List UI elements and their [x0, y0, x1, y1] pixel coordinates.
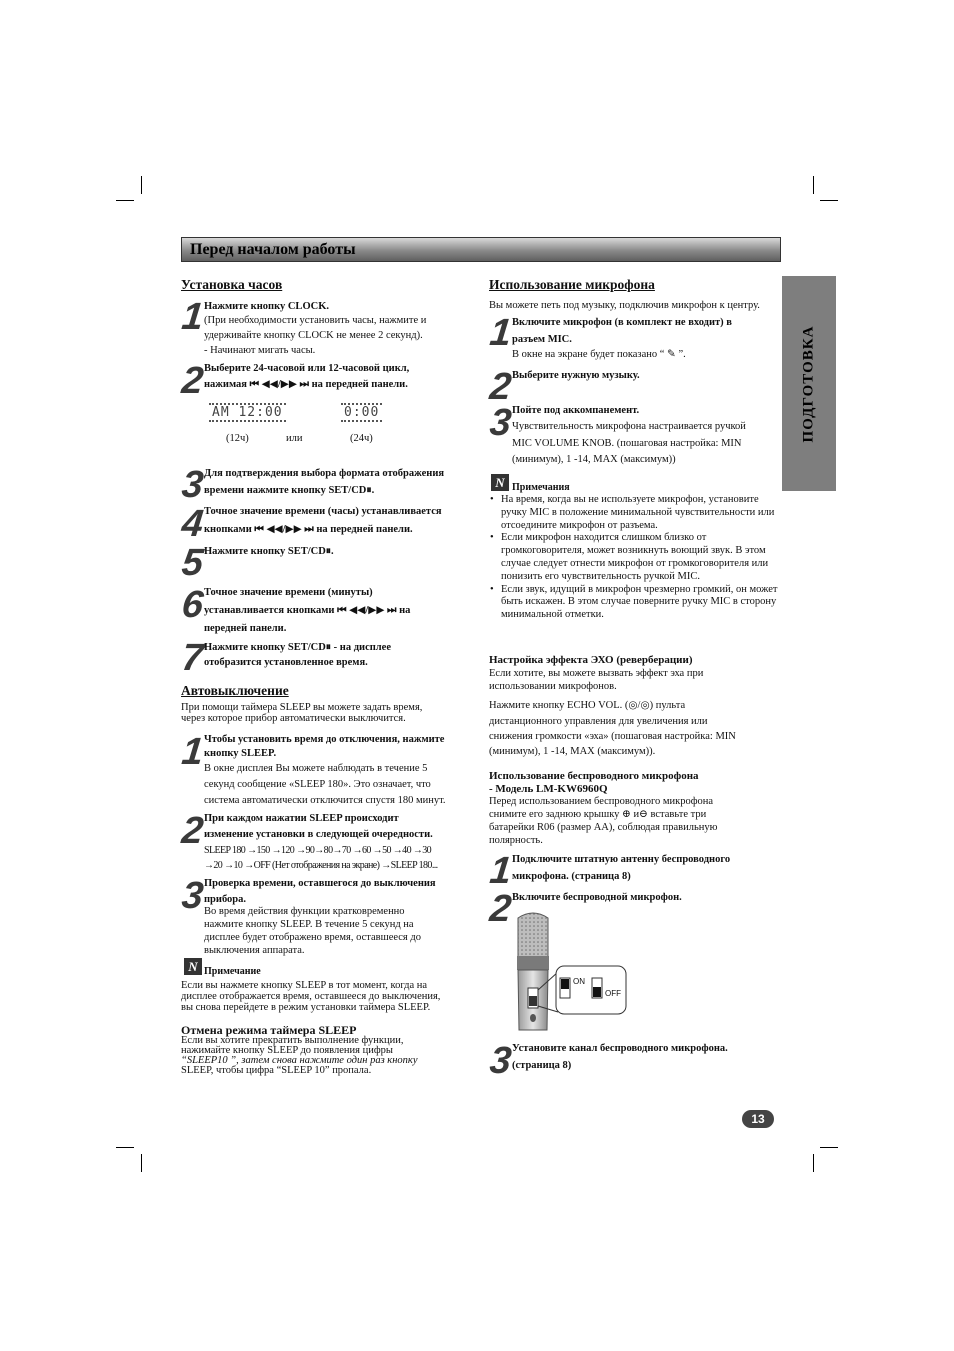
clock-step1-text: (При необходимости установить часы, нажмите и — [204, 315, 427, 326]
wireless-text: батарейки R06 (размер AA), соблюдая правильную — [489, 822, 718, 833]
clock-section-title: Установка часов — [181, 277, 283, 292]
step-number: 1 — [179, 731, 206, 773]
crop-mark — [116, 200, 134, 201]
mic-step2-heading: Выберите нужную музыку. — [512, 370, 640, 381]
echo-text: Нажмите кнопку ECHO VOL. (◎/◎) пульта — [489, 700, 686, 711]
wireless-title: - Модель LM-KW6960Q — [489, 783, 608, 795]
mic-step1-heading: Включите микрофон (в комплект не входит) в — [512, 317, 732, 328]
mic-step3-text: Чувствительность микрофона настраивается ручкой — [512, 421, 746, 432]
sleep-step2-heading: изменение установки в следующей очередности. — [204, 829, 433, 840]
sleep-step2-heading: При каждом нажатии SLEEP происходит — [204, 813, 399, 824]
echo-title: Настройка эффекта ЭХО (реверберации) — [489, 654, 693, 666]
sleep-step1-text: В окне дисплея Вы можете наблюдать в течение 5 — [204, 763, 428, 774]
sleep-cancel-text: “SLEEP10 ”, затем снова нажмите один раз кнопку — [181, 1055, 418, 1066]
clock-step4-heading: Точное значение времени (часы) устанавливается — [204, 506, 442, 517]
clock-step1-heading: Нажмите кнопку CLOCK. — [204, 301, 329, 312]
sleep-section-title: Автовыключение — [181, 683, 289, 698]
sleep-step3-heading: прибора. — [204, 894, 247, 905]
sleep-sequence: SLEEP 180 →150 →120 →90→80→70 →60 →50 →40 →30 — [204, 845, 432, 856]
sleep-note-text: Если вы нажмете кнопку SLEEP в тот момент, когда на — [181, 980, 428, 991]
sleep-cancel-title: Отмена режима таймера SLEEP — [181, 1023, 357, 1037]
crop-mark — [141, 1154, 142, 1172]
step-number: 3 — [179, 464, 206, 506]
crop-mark — [141, 176, 142, 194]
sleep-step1-heading: Чтобы установить время до отключения, нажмите — [204, 734, 445, 745]
wireless-step1-heading: микрофона. (страница 8) — [512, 871, 631, 882]
note-icon: N — [184, 958, 202, 975]
crop-mark — [116, 1147, 134, 1148]
sleep-note-text: вы снова перейдете в режим установки таймера SLEEP. — [181, 1002, 431, 1013]
wireless-text: Перед использованием беспроводного микрофона — [489, 796, 714, 807]
note-icon: N — [491, 474, 509, 491]
clock-step6-heading: передней панели. — [204, 623, 287, 634]
echo-text: Если хотите, вы можете вызвать эффект эха при — [489, 668, 704, 679]
mic-step3-heading: Пойте под аккомпанемент. — [512, 405, 640, 416]
crop-mark — [813, 1154, 814, 1172]
step-number: 1 — [179, 296, 206, 338]
clock-step2-heading: нажимая ⏮ ◀◀/▶▶ ⏭ на передней панели. — [204, 379, 408, 390]
side-tab — [782, 276, 836, 491]
wireless-title: Использование беспроводного микрофона — [489, 770, 699, 782]
wireless-text: полярность. — [489, 835, 543, 846]
switch-off-label: OFF — [605, 989, 621, 998]
sleep-step3-text: дисплее будет отображено время, оставшееся до — [204, 932, 421, 943]
clock-step1-text: - Начинают мигать часы. — [204, 345, 316, 356]
sleep-step3-text: нажмите кнопку SLEEP. В течение 5 секунд на — [204, 919, 414, 930]
step-number: 3 — [179, 875, 206, 917]
clock-step7-heading: Нажмите кнопку SET/CD⏸ - на дисплее — [204, 642, 391, 653]
clock-step6-heading: устанавливается кнопками ⏮ ◀◀/▶▶ ⏭ на — [204, 605, 411, 616]
step-number: 6 — [179, 584, 206, 626]
step-number: 1 — [487, 850, 514, 892]
list-item: • На время, когда вы не используете микрофон, установите ручку MIC в положение минимальной чувствительности или отсоедините микрофон от разъема. — [489, 494, 781, 532]
notes-label: Примечания — [512, 482, 570, 493]
step-number: 7 — [179, 637, 206, 679]
wireless-step3-heading: Установите канал беспроводного микрофона. — [512, 1043, 728, 1054]
sleep-step1-text: секунд сообщение «SLEEP 180». Это означает, что — [204, 779, 431, 790]
sleep-sequence: →20 →10 →OFF (Нет отображения на экране) →SLEEP 180... — [204, 860, 438, 871]
caption-or: или — [286, 433, 303, 444]
crop-mark — [820, 200, 838, 201]
mic-notes-list — [489, 494, 781, 622]
sleep-step3-heading: Проверка времени, оставшегося до выключения — [204, 878, 436, 889]
sleep-step3-text: Во время действия функции кратковременно — [204, 906, 405, 917]
mic-step3-text: (минимум), 1 -14, MAX (максимум)) — [512, 454, 676, 465]
echo-text: (минимум), 1 -14, MAX (максимум)). — [489, 746, 656, 757]
note-label: Примечание — [204, 966, 261, 977]
list-item: • Если микрофон находится слишком близко от громкоговорителя, может возникнуть воющий звук. В этом случае следует отнести микрофон от громкоговорителя или понизить его чувствительность ручкой MIC. — [489, 532, 781, 583]
mic-section-title: Использование микрофона — [489, 277, 655, 292]
echo-text: снижения громкости «эха» (пошаговая настройка: MIN — [489, 731, 736, 742]
mic-step1-heading: разъем MIC. — [512, 334, 572, 345]
step-number: 4 — [179, 503, 206, 545]
sleep-cancel-text: SLEEP, чтобы цифра “SLEEP 10” пропала. — [181, 1065, 372, 1076]
step-number: 5 — [179, 542, 206, 584]
clock-step7-heading: отобразится установленное время. — [204, 657, 368, 668]
step-number: 2 — [179, 360, 206, 402]
sleep-intro: через которое прибор автоматически выключится. — [181, 713, 406, 724]
clock-step5-heading: Нажмите кнопку SET/CD⏸. — [204, 546, 334, 557]
caption-12h: (12ч) — [226, 433, 249, 444]
lcd-display-24h: 0:00 — [341, 403, 382, 422]
step-number: 2 — [487, 366, 514, 408]
side-tab-label: ПОДГОТОВКА — [800, 325, 817, 442]
wireless-step3-heading: (страница 8) — [512, 1060, 572, 1071]
list-item: • Если звук, идущий в микрофон чрезмерно громкий, он может быть искажен. В этом случае поверните ручку MIC в сторону минимальной отметки. — [489, 584, 781, 622]
crop-mark — [820, 1147, 838, 1148]
sleep-step3-text: выключения аппарата. — [204, 945, 305, 956]
clock-step6-heading: Точное значение времени (минуты) — [204, 587, 373, 598]
step-number: 2 — [487, 888, 514, 930]
lcd-display-12h: AM 12:00 — [209, 403, 286, 422]
clock-step1-text: удерживайте кнопку CLOCK не менее 2 секунд). — [204, 330, 423, 341]
sleep-step1-text: система автоматически отключится спустя 180 минут. — [204, 795, 446, 806]
wireless-mic-illustration — [508, 908, 630, 1036]
clock-step3-heading: времени нажмите кнопку SET/CD⏸. — [204, 485, 375, 496]
crop-mark — [813, 176, 814, 194]
clock-step3-heading: Для подтверждения выбора формата отображения — [204, 468, 445, 479]
sleep-intro: При помощи таймера SLEEP вы можете задать время, — [181, 702, 423, 713]
page-number: 13 — [742, 1110, 774, 1128]
step-number: 3 — [487, 1040, 514, 1082]
step-number: 3 — [487, 402, 514, 444]
clock-step2-heading: Выберите 24-часовой или 12-часовой цикл, — [204, 363, 410, 374]
section-header-bar — [181, 237, 781, 262]
sleep-note-text: дисплее отображается время, оставшееся до выключения, — [181, 991, 441, 1002]
wireless-step1-heading: Подключите штатную антенну беспроводного — [512, 854, 731, 865]
sleep-step1-heading: кнопку SLEEP. — [204, 748, 277, 759]
sleep-cancel-text: Если вы хотите прекратить выполнение функции, — [181, 1035, 404, 1046]
step-number: 1 — [487, 312, 514, 354]
wireless-text: снимите его заднюю крышку ⊕ и⊖ вставьте три — [489, 809, 707, 820]
switch-on-label: ON — [573, 977, 585, 986]
echo-text: использовании микрофонов. — [489, 681, 617, 692]
sleep-cancel-text: нажимайте кнопку SLEEP до появления цифры — [181, 1045, 393, 1056]
mic-step3-text: MIC VOLUME KNOB. (пошаговая настройка: MIN — [512, 438, 742, 449]
step-number: 2 — [179, 810, 206, 852]
caption-24h: (24ч) — [350, 433, 373, 444]
echo-text: дистанционного управления для увеличения или — [489, 716, 708, 727]
mic-intro: Вы можете петь под музыку, подключив микрофон к центру. — [489, 300, 760, 311]
page-title: Перед началом работы — [190, 241, 356, 258]
mic-step1-text: В окне на экране будет показано “ ✎ ”. — [512, 349, 686, 360]
wireless-step2-heading: Включите беспроводной микрофон. — [512, 892, 682, 903]
clock-step4-heading: кнопками ⏮ ◀◀/▶▶ ⏭ на передней панели. — [204, 524, 413, 535]
